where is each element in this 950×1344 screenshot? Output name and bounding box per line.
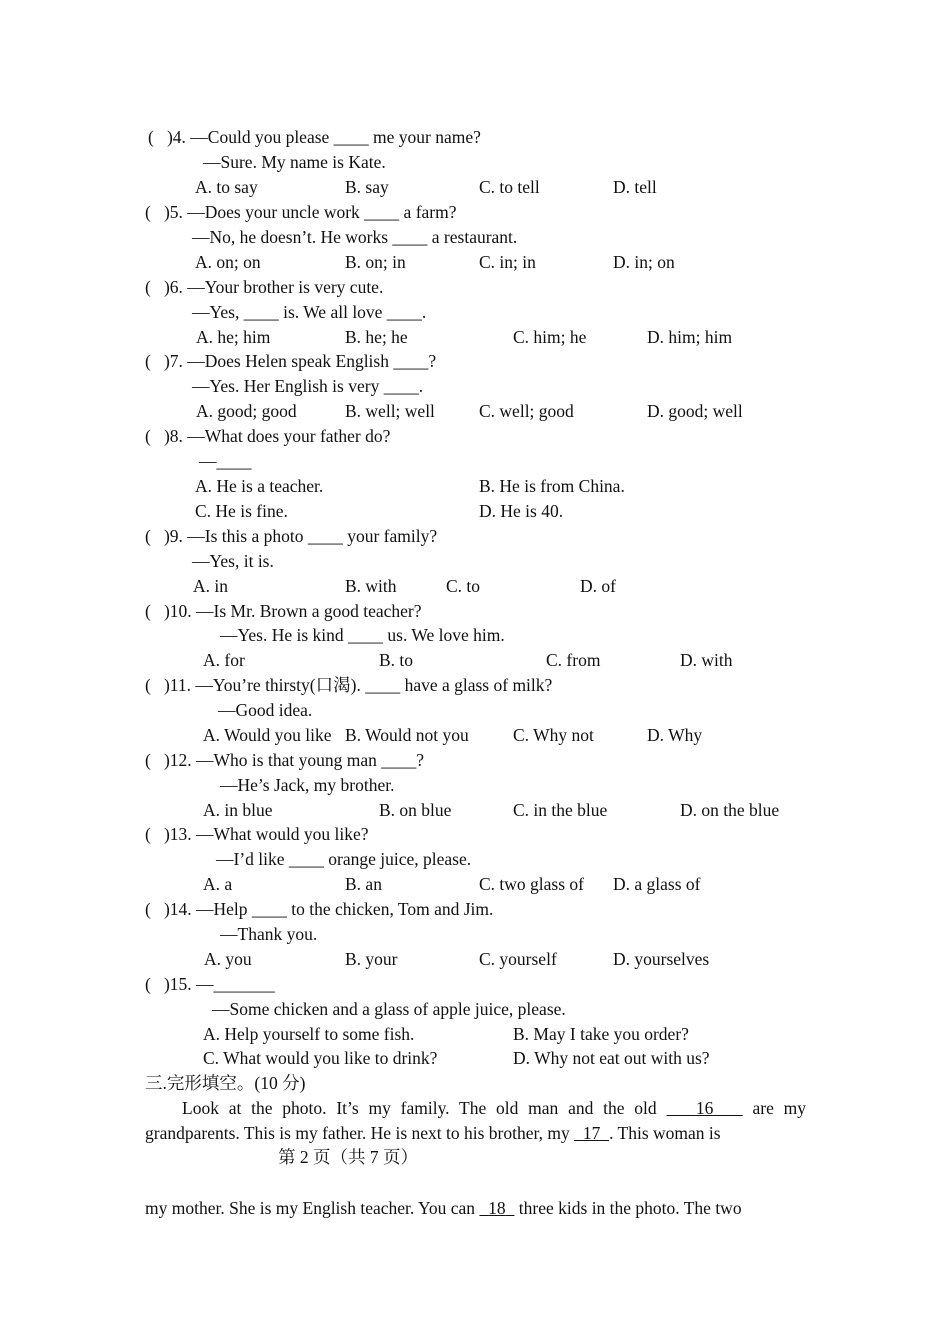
q7-option-d: D. good; well <box>647 401 743 421</box>
q7-option-a: A. good; good <box>196 401 297 421</box>
question-6-stem: ( )6. —Your brother is very cute. <box>145 277 384 297</box>
q12-option-d: D. on the blue <box>680 800 780 820</box>
q6-option-d: D. him; him <box>647 327 733 347</box>
q8-option-a: A. He is a teacher. <box>195 476 324 496</box>
q11-option-c: C. Why not <box>513 725 594 745</box>
page-footer: 第 2 页（共 7 页） <box>278 1147 418 1167</box>
question-8-reply: —____ <box>199 451 252 471</box>
question-15-stem: ( )15. —_______ <box>145 974 275 994</box>
q4-option-d: D. tell <box>613 177 657 197</box>
blank-18: 18 <box>488 1198 506 1218</box>
question-10-stem: ( )10. —Is Mr. Brown a good teacher? <box>145 601 422 621</box>
q6-option-c: C. him; he <box>513 327 587 347</box>
q4-option-a: A. to say <box>195 177 258 197</box>
q12-option-b: B. on blue <box>379 800 452 820</box>
question-9-stem: ( )9. —Is this a photo ____ your family? <box>145 526 438 546</box>
q11-option-b: B. Would not you <box>345 725 469 745</box>
q14-option-c: C. yourself <box>479 949 557 969</box>
q11-option-d: D. Why <box>647 725 703 745</box>
question-14-stem: ( )14. —Help ____ to the chicken, Tom and Jim. <box>145 899 494 919</box>
question-12-stem: ( )12. —Who is that young man ____? <box>145 750 424 770</box>
question-7-stem: ( )7. —Does Helen speak English ____? <box>145 351 437 371</box>
q13-option-b: B. an <box>345 874 382 894</box>
question-12-reply: —He’s Jack, my brother. <box>220 775 395 795</box>
question-4-stem: ( )4. —Could you please ____ me your name? <box>148 127 481 147</box>
q10-option-c: C. from <box>546 650 601 670</box>
passage-text: grandparents. This is my father. He is next to his brother, my <box>145 1123 570 1143</box>
passage-text: my mother. She is my English teacher. You can <box>145 1198 476 1218</box>
question-13-reply: —I’d like ____ orange juice, please. <box>216 849 472 869</box>
q9-option-c: C. to <box>446 576 481 596</box>
q4-option-c: C. to tell <box>479 177 540 197</box>
passage-line-2 <box>145 1122 721 1144</box>
q15-option-c: C. What would you like to drink? <box>203 1048 438 1068</box>
q6-option-a: A. he; him <box>196 327 271 347</box>
q9-option-b: B. with <box>345 576 397 596</box>
passage-text: are my <box>752 1098 807 1118</box>
section-title: 三.完形填空。(10 分) <box>145 1073 306 1093</box>
q8-option-c: C. He is fine. <box>195 501 288 521</box>
question-9-reply: —Yes, it is. <box>192 551 274 571</box>
question-13-stem: ( )13. —What would you like? <box>145 824 369 844</box>
q4-option-b: B. say <box>345 177 389 197</box>
question-7-reply: —Yes. Her English is very ____. <box>192 376 424 396</box>
question-4-reply: —Sure. My name is Kate. <box>203 152 386 172</box>
question-8-stem: ( )8. —What does your father do? <box>145 426 391 446</box>
question-5-stem: ( )5. —Does your uncle work ____ a farm? <box>145 202 457 222</box>
q14-option-a: A. you <box>204 949 252 969</box>
q5-option-a: A. on; on <box>195 252 261 272</box>
blank-17: 17 <box>582 1123 601 1143</box>
question-10-reply: —Yes. He is kind ____ us. We love him. <box>220 625 505 645</box>
q15-option-d: D. Why not eat out with us? <box>513 1048 710 1068</box>
q10-option-a: A. for <box>203 650 245 670</box>
q14-option-b: B. your <box>345 949 398 969</box>
q10-option-d: D. with <box>680 650 733 670</box>
q8-option-d: D. He is 40. <box>479 501 564 521</box>
question-6-reply: —Yes, ____ is. We all love ____. <box>192 302 427 322</box>
q5-option-c: C. in; in <box>479 252 536 272</box>
q7-option-b: B. well; well <box>345 401 435 421</box>
blank-16: 16 <box>695 1098 714 1118</box>
q6-option-b: B. he; he <box>345 327 408 347</box>
passage-line-3 <box>145 1197 742 1219</box>
passage-line-1 <box>182 1097 806 1119</box>
q13-option-d: D. a glass of <box>613 874 701 894</box>
q10-option-b: B. to <box>379 650 414 670</box>
q15-option-b: B. May I take you order? <box>513 1024 689 1044</box>
passage-text: . This woman is <box>609 1123 721 1143</box>
q11-option-a: A. Would you like <box>203 725 332 745</box>
question-14-reply: —Thank you. <box>220 924 318 944</box>
q15-option-a: A. Help yourself to some fish. <box>203 1024 415 1044</box>
q13-option-c: C. two glass of <box>479 874 584 894</box>
question-11-stem: ( )11. —You’re thirsty(口渴). ____ have a glass of milk? <box>145 675 553 695</box>
q12-option-a: A. in blue <box>203 800 273 820</box>
q9-option-a: A. in <box>193 576 228 596</box>
question-15-reply: —Some chicken and a glass of apple juice, please. <box>212 999 566 1019</box>
question-11-reply: —Good idea. <box>218 700 313 720</box>
q9-option-d: D. of <box>580 576 616 596</box>
q5-option-d: D. in; on <box>613 252 675 272</box>
q5-option-b: B. on; in <box>345 252 406 272</box>
q7-option-c: C. well; good <box>479 401 574 421</box>
passage-text: Look at the photo. It’s my family. The old man and the old <box>182 1098 657 1118</box>
question-5-reply: —No, he doesn’t. He works ____ a restaurant. <box>192 227 518 247</box>
q14-option-d: D. yourselves <box>613 949 710 969</box>
q8-option-b: B. He is from China. <box>479 476 625 496</box>
passage-text: three kids in the photo. The two <box>518 1198 742 1218</box>
q13-option-a: A. a <box>203 874 233 894</box>
q12-option-c: C. in the blue <box>513 800 608 820</box>
